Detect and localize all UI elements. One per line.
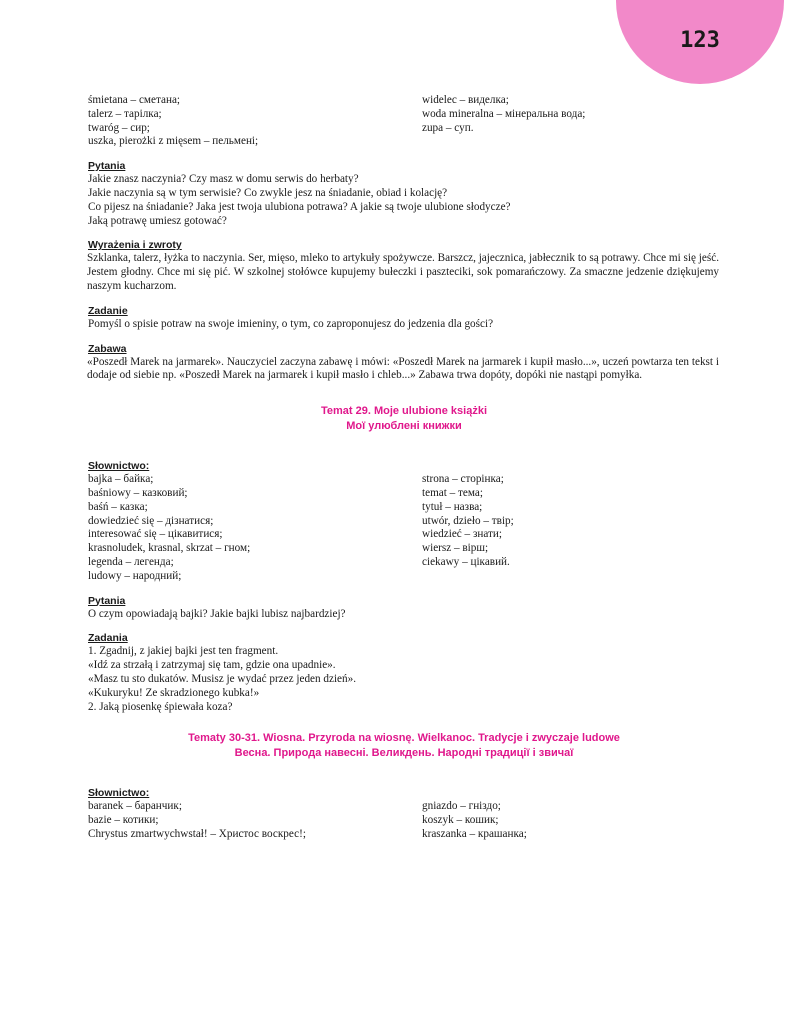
question-line: Jakie znasz naczynia? Czy masz w domu serwis do herbaty? bbox=[88, 173, 359, 186]
vocab-entry: woda mineralna – мінеральна вода; bbox=[422, 107, 586, 120]
topic-title-ukrainian: Мої улюблені книжки bbox=[346, 419, 462, 432]
page-number: 123 bbox=[680, 28, 720, 53]
vocab-entry: śmietana – сметана; bbox=[88, 94, 181, 106]
vocab-entry: twaróg – сир; bbox=[88, 121, 150, 134]
vocab-list-books bbox=[88, 473, 720, 583]
section-heading: Pytania bbox=[88, 594, 126, 607]
section-heading: Zadanie bbox=[88, 304, 128, 317]
page-content bbox=[88, 94, 720, 842]
vocab-entry: interesować się – цікавитися; bbox=[88, 528, 223, 541]
vocab-entry: strona – сторінка; bbox=[422, 473, 504, 486]
vocab-entry: widelec – виделка; bbox=[422, 94, 509, 106]
section-heading: Słownictwo: bbox=[88, 460, 150, 473]
task-line: «Masz tu sto dukatów. Musisz je wydać przez jeden dzień». bbox=[88, 672, 357, 685]
section-pytania-food bbox=[88, 159, 720, 228]
section-heading: Pytania bbox=[88, 160, 126, 173]
section-heading: Zadania bbox=[88, 632, 128, 645]
paragraph: Pomyśl o spisie potraw na swoje imieniny, o tym, co zaproponujesz do jedzenia dla gości? bbox=[88, 317, 494, 330]
topic-title-ukrainian: Весна. Природа навесні. Великдень. Народні традиції і звичаї bbox=[234, 746, 574, 759]
vocab-entry: ludowy – народний; bbox=[88, 569, 182, 582]
vocab-entry: wiedzieć – знати; bbox=[422, 528, 503, 541]
task-lines bbox=[88, 645, 720, 714]
vocab-entry: baśń – казка; bbox=[88, 500, 148, 513]
section-zadanie bbox=[88, 304, 720, 332]
topic-title-polish: Tematy 30-31. Wiosna. Przyroda na wiosnę. Wielkanoc. Tradycje i zwyczaje ludowe bbox=[188, 732, 620, 745]
topic-title-30-31 bbox=[88, 731, 720, 760]
vocab-entry: talerz – тарілка; bbox=[88, 107, 162, 120]
question-line: Co pijesz na śniadanie? Jaka jest twoja ulubiona potrawa? A jakie są twoje ulubione słodycze? bbox=[88, 200, 511, 213]
vocab-column-right bbox=[422, 94, 720, 149]
vocab-entry: koszyk – кошик; bbox=[422, 814, 499, 827]
section-slownictwo-spring bbox=[88, 786, 720, 841]
vocab-entry: tytuł – назва; bbox=[422, 500, 483, 513]
task-line: «Kukuryku! Ze skradzionego kubka!» bbox=[88, 686, 260, 699]
paragraph: Szklanka, talerz, łyżka to naczynia. Ser, mięso, mleko to artykuły spożywcze. Barszcz, jajecznica, jabłecznik to są potrawy. Chce mi się jeść. Jestem głodny. Chce mi się pić. W szkolnej stołówce kupujemy bułeczki i paszteciki, sok pomarańczowy. Za smaczne jedzenie dziękujemy naszym kucharzom. bbox=[87, 252, 719, 292]
vocab-entry: Chrystus zmartwychwstał! – Христос воскрес!; bbox=[88, 827, 306, 840]
vocab-entry: bajka – байка; bbox=[88, 473, 154, 486]
section-pytania-books bbox=[88, 594, 720, 622]
vocab-entry: gniazdo – гніздо; bbox=[422, 800, 501, 813]
vocab-entry: zupa – суп. bbox=[422, 121, 474, 134]
vocab-column-left bbox=[88, 94, 422, 149]
vocab-entry: ciekawy – цікавий. bbox=[422, 555, 510, 568]
vocab-column-left bbox=[88, 800, 422, 841]
vocab-column-right bbox=[422, 800, 720, 841]
vocab-entry: baranek – баранчик; bbox=[88, 800, 182, 813]
section-slownictwo-books bbox=[88, 459, 720, 583]
vocab-entry: bazie – котики; bbox=[88, 814, 159, 827]
paragraph: «Poszedł Marek na jarmarek». Nauczyciel zaczyna zabawę i mówi: «Poszedł Marek na jarmarek i kupił masło...», uczeń powtarza ten tekst i dodaje od siebie np. «Poszedł Marek na jarmarek i kupił masło i chleb...» Zabawa trwa dopóty, dopóki nie nastąpi pomyłka. bbox=[87, 355, 719, 382]
section-heading: Wyrażenia i zwroty bbox=[88, 239, 182, 252]
task-line: 2. Jaką piosenkę śpiewała koza? bbox=[88, 700, 233, 713]
section-zadania-books bbox=[88, 631, 720, 714]
vocab-entry: krasnoludek, krasnal, skrzat – гном; bbox=[88, 542, 251, 555]
task-line: «Idź za strzałą i zatrzymaj się tam, gdzie ona upadnie». bbox=[88, 659, 336, 672]
vocab-entry: temat – тема; bbox=[422, 486, 483, 499]
section-heading: Słownictwo: bbox=[88, 787, 150, 800]
vocab-list-food bbox=[88, 94, 720, 149]
section-heading: Zabawa bbox=[88, 342, 127, 355]
paragraph: O czym opowiadają bajki? Jakie bajki lubisz najbardziej? bbox=[88, 607, 346, 620]
vocab-column-left bbox=[88, 473, 422, 583]
vocab-entry: baśniowy – казковий; bbox=[88, 486, 188, 499]
vocab-entry: utwór, dzieło – твір; bbox=[422, 514, 514, 527]
vocab-entry: wiersz – вірш; bbox=[422, 542, 489, 555]
section-wyrazenia bbox=[88, 238, 720, 293]
section-zabawa bbox=[88, 342, 720, 384]
vocab-entry: kraszanka – крашанка; bbox=[422, 827, 527, 840]
question-line: Jakie naczynia są w tym serwisie? Co zwykle jesz na śniadanie, obiad i kolację? bbox=[88, 186, 448, 199]
question-lines bbox=[88, 173, 720, 228]
vocab-entry: legenda – легенда; bbox=[88, 555, 174, 568]
topic-title-29 bbox=[88, 404, 720, 433]
task-line: 1. Zgadnij, z jakiej bajki jest ten fragment. bbox=[88, 645, 279, 658]
question-line: Jaką potrawę umiesz gotować? bbox=[88, 214, 227, 227]
vocab-entry: uszka, pierożki z mięsem – пельмені; bbox=[88, 135, 259, 148]
topic-title-polish: Temat 29. Moje ulubione książki bbox=[320, 405, 488, 418]
vocab-list-spring bbox=[88, 800, 720, 841]
vocab-column-right bbox=[422, 473, 720, 583]
vocab-entry: dowiedzieć się – дізнатися; bbox=[88, 514, 214, 527]
